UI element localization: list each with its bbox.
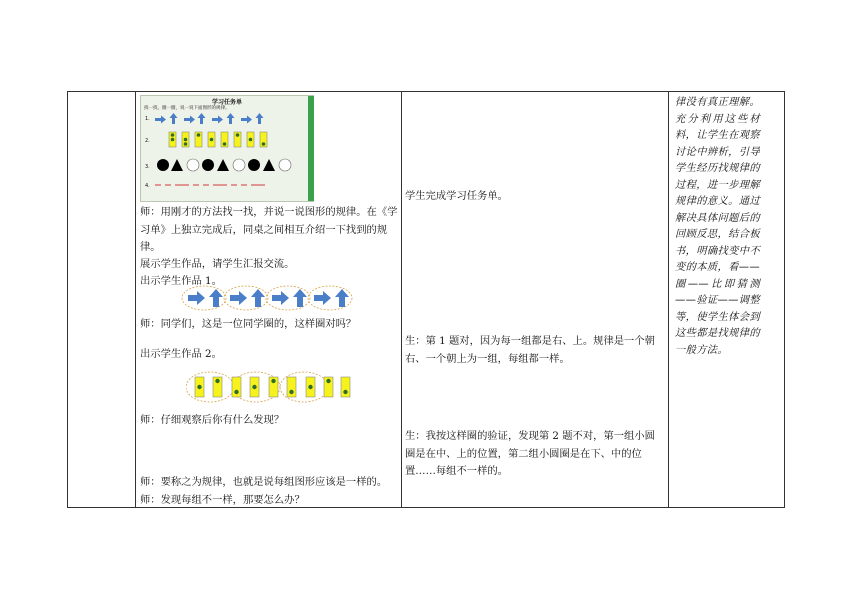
black-circle-icon xyxy=(157,159,169,171)
triangle-icon xyxy=(171,159,183,171)
teacher-question-2: 师：仔细观察后你有什么发现？ xyxy=(140,414,285,426)
arrow-right-icon xyxy=(230,291,247,305)
student-activity-text: 学生完成学习任务单。 xyxy=(405,190,508,202)
white-circle-icon xyxy=(279,159,291,171)
arrow-right-icon xyxy=(241,116,252,124)
arrow-right-icon xyxy=(212,116,223,124)
teacher-question-1: 师：同学们，这是一位同学圈的，这样圈对吗？ xyxy=(140,318,357,330)
design-intent-text: 律没有真正理解。充分利用这些材料，让学生在观察讨论中辨析，引导学生经历找规律的过程，进一步理解规律的意义。通过解决具体问题后的回顾反思，结合板书，明确找变中不变的本质，看——圈——比即猜测——验证——调整等，使学生体会到这些都是找规律的一般方法。 xyxy=(675,96,760,356)
table-border-left xyxy=(67,92,68,507)
student-answer-2: 生：我按这样圈的验证，发现第 2 题不对，第一组小圆圈是在中、上的位置，第二组小圆圈是在下、中的位置……每组不一样的。 xyxy=(405,430,655,477)
arrow-row xyxy=(155,113,264,124)
triangle-icon xyxy=(217,159,229,171)
worksheet-title: 学习任务单 xyxy=(211,99,242,106)
arrow-up-icon xyxy=(209,289,223,307)
black-circle-icon xyxy=(202,159,214,171)
worksheet-row-number: 3. xyxy=(145,164,150,170)
student-work-1-image xyxy=(180,285,358,315)
arrow-up-icon xyxy=(227,113,235,124)
table-border-right xyxy=(784,92,785,507)
worksheet-row-number: 2. xyxy=(145,138,150,144)
arrow-right-icon xyxy=(188,291,205,305)
show-work-1-label: 出示学生作品 1。 xyxy=(140,275,222,287)
teacher-instruction-text: 师：用刚才的方法找一找，并说一说图形的规律。在《学习单》上独立完成后，同桌之间相互介绍一下找到的规律。 xyxy=(140,206,398,253)
arrow-right-icon xyxy=(155,116,166,124)
teacher-question-3: 师：发现每组不一样，那要怎么办？ xyxy=(140,494,305,506)
yellow-box-row xyxy=(169,132,267,147)
arrow-right-icon xyxy=(314,291,331,305)
shape-row xyxy=(157,159,291,171)
worksheet-side-bar xyxy=(308,96,314,201)
black-circle-icon xyxy=(248,159,260,171)
student-answer-1: 生：第 1 题对，因为每一组都是右、上。规律是一个朝右、一个朝上为一组，每组都一样。 xyxy=(405,335,655,365)
arrow-up-icon xyxy=(170,113,178,124)
worksheet-instruction: 找一找，圈一圈，说一说下面图形的规律。 xyxy=(144,106,230,111)
arrow-up-icon xyxy=(198,113,206,124)
worksheet-row-number: 1. xyxy=(145,116,150,122)
show-work-text: 展示学生作品，请学生汇报交流。 xyxy=(140,258,295,270)
worksheet-shapes xyxy=(141,96,307,201)
teacher-statement: 师：要称之为规律，也就是说每组图形应该是一样的。 xyxy=(140,476,388,488)
white-circle-icon xyxy=(233,159,245,171)
arrow-right-icon xyxy=(272,291,289,305)
column-divider-3 xyxy=(668,92,669,507)
arrow-right-icon xyxy=(184,116,195,124)
show-work-2-label: 出示学生作品 2。 xyxy=(140,348,222,360)
arrow-up-icon xyxy=(251,289,265,307)
student-work-2-image xyxy=(186,371,358,403)
arrow-up-icon xyxy=(335,289,349,307)
triangle-icon xyxy=(263,159,275,171)
arrow-up-icon xyxy=(256,113,264,124)
worksheet-image xyxy=(140,95,314,202)
worksheet-row-number: 4. xyxy=(145,183,150,189)
column-divider-1 xyxy=(135,92,136,507)
arrow-up-icon xyxy=(293,289,307,307)
white-circle-icon xyxy=(187,159,199,171)
column-divider-2 xyxy=(401,92,402,507)
